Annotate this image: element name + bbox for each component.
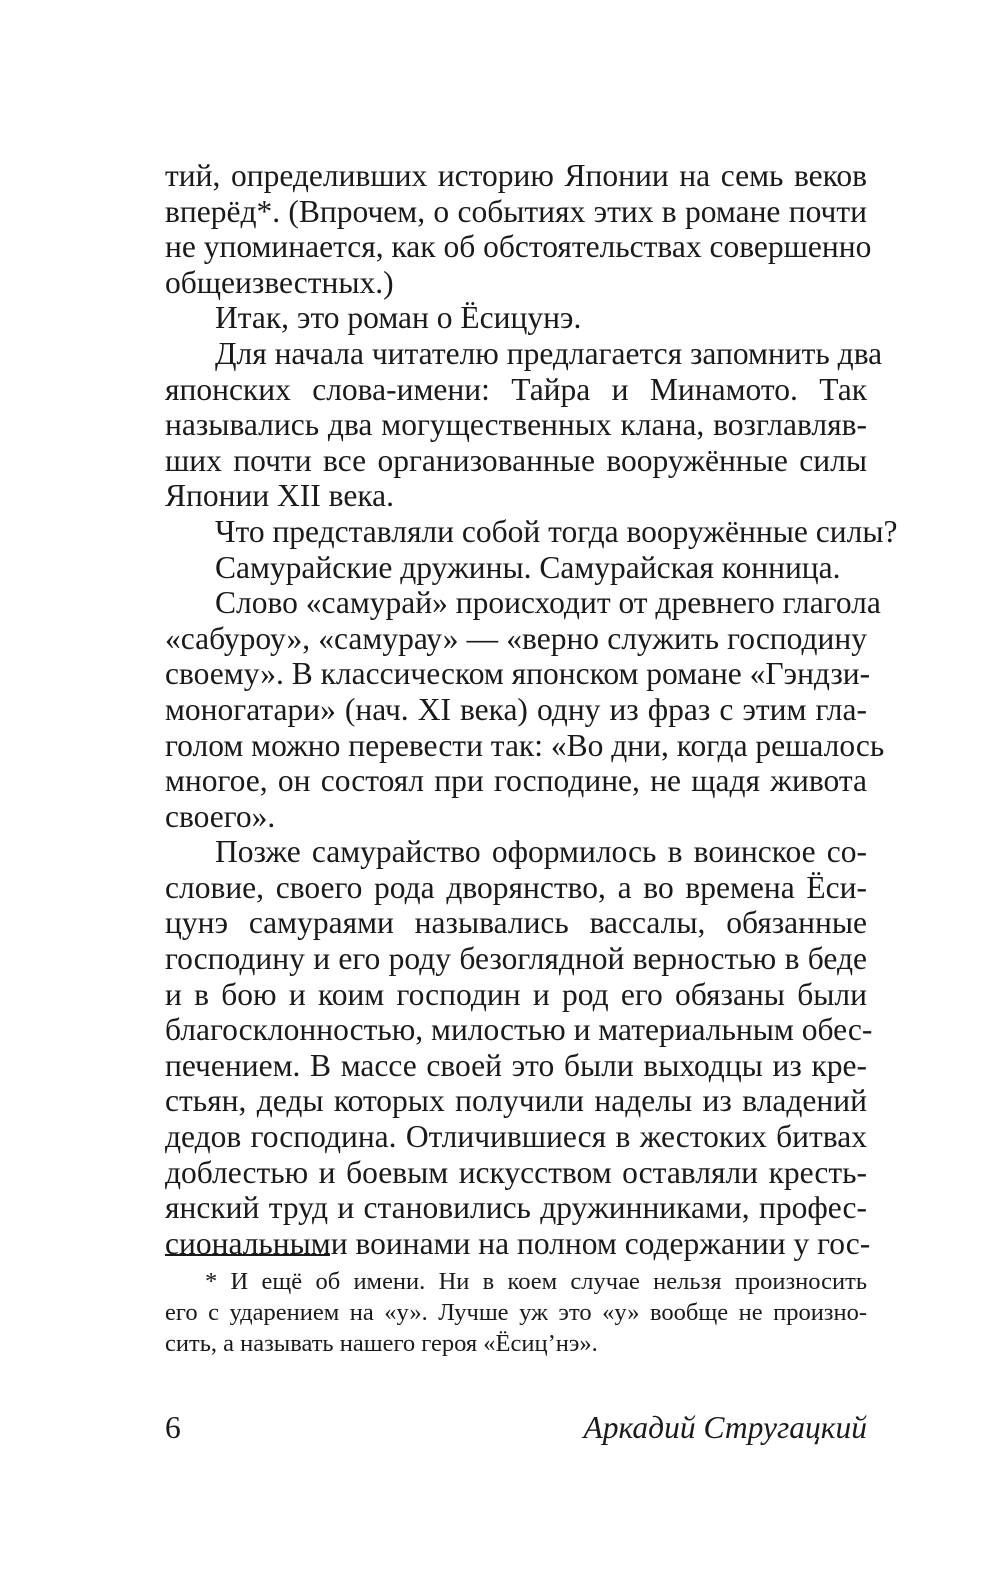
text-line: назывались два могущественных клана, возглавляв- xyxy=(165,407,867,443)
text-line: словие, своего рода дворянство, а во времена Ёси- xyxy=(165,869,867,905)
text-line: Что представляли собой тогда вооружённые силы? xyxy=(215,513,898,549)
text-line: сиональными воинами на полном содержании у гос- xyxy=(165,1225,871,1261)
running-footer-author: Аркадий Стругацкий xyxy=(583,1410,867,1445)
text-line: голом можно перевести так: «Во дни, когда решалось xyxy=(165,727,885,763)
text-line: янский труд и становились дружинниками, профес- xyxy=(165,1190,867,1226)
text-line: господину и его роду безоглядной верностью в беде xyxy=(165,941,867,977)
page-number: 6 xyxy=(165,1410,181,1445)
text-line: японских слова-имени: Тайра и Минамото. Так xyxy=(165,371,867,407)
text-line: доблестью и боевым искусством оставляли кресть- xyxy=(165,1154,867,1190)
text-line: цунэ самураями назывались вассалы, обязанные xyxy=(165,905,867,941)
footnote-line: его с ударением на «у». Лучше уж это «у» вообще не произно- xyxy=(165,1299,867,1326)
footnote-line: сить, а называть нашего героя «Ёсиц’нэ». xyxy=(165,1330,598,1357)
text-line: благосклонностью, милостью и материальным обес- xyxy=(165,1012,873,1048)
text-line: не упоминается, как об обстоятельствах совершенно xyxy=(165,229,872,265)
text-line: печением. В массе своей это были выходцы из кре- xyxy=(165,1047,867,1083)
main-text xyxy=(165,158,898,1261)
text-line: стьян, деды которых получили наделы из владений xyxy=(165,1083,867,1119)
text-line: Японии XII века. xyxy=(165,478,395,514)
text-line: своего». xyxy=(165,798,276,834)
footnote-divider xyxy=(165,1254,330,1256)
text-line: «сабуроу», «самурау» — «верно служить господину xyxy=(165,620,867,656)
text-line: своему». В классическом японском романе «Гэндзи- xyxy=(165,656,871,692)
text-line: Для начала читателю предлагается запомнить два xyxy=(215,335,883,371)
text-line: Итак, это роман о Ёсицунэ. xyxy=(215,300,582,336)
footnote-line: * И ещё об имени. Ни в коем случае нельзя произносить xyxy=(205,1268,867,1295)
text-line: моногатари» (нач. XI века) одну из фраз с этим гла- xyxy=(165,691,867,727)
text-line: Слово «самурай» происходит от древнего глагола xyxy=(215,585,881,621)
text-line: Позже самурайство оформилось в воинское со- xyxy=(215,834,867,870)
text-line: вперёд*. (Впрочем, о событиях этих в романе почти xyxy=(165,193,867,229)
text-line: тий, определивших историю Японии на семь веков xyxy=(165,158,867,193)
text-line: многое, он состоял при господине, не щадя живота xyxy=(165,763,867,799)
text-line: общеизвестных.) xyxy=(165,264,394,300)
text-line: Самурайские дружины. Самурайская конница. xyxy=(215,549,841,585)
text-line: ших почти все организованные вооружённые силы xyxy=(165,442,867,478)
footnote xyxy=(165,1266,867,1359)
text-line: и в бою и коим господин и род его обязаны были xyxy=(165,976,867,1012)
text-line: дедов господина. Отличившиеся в жестоких битвах xyxy=(165,1119,867,1155)
